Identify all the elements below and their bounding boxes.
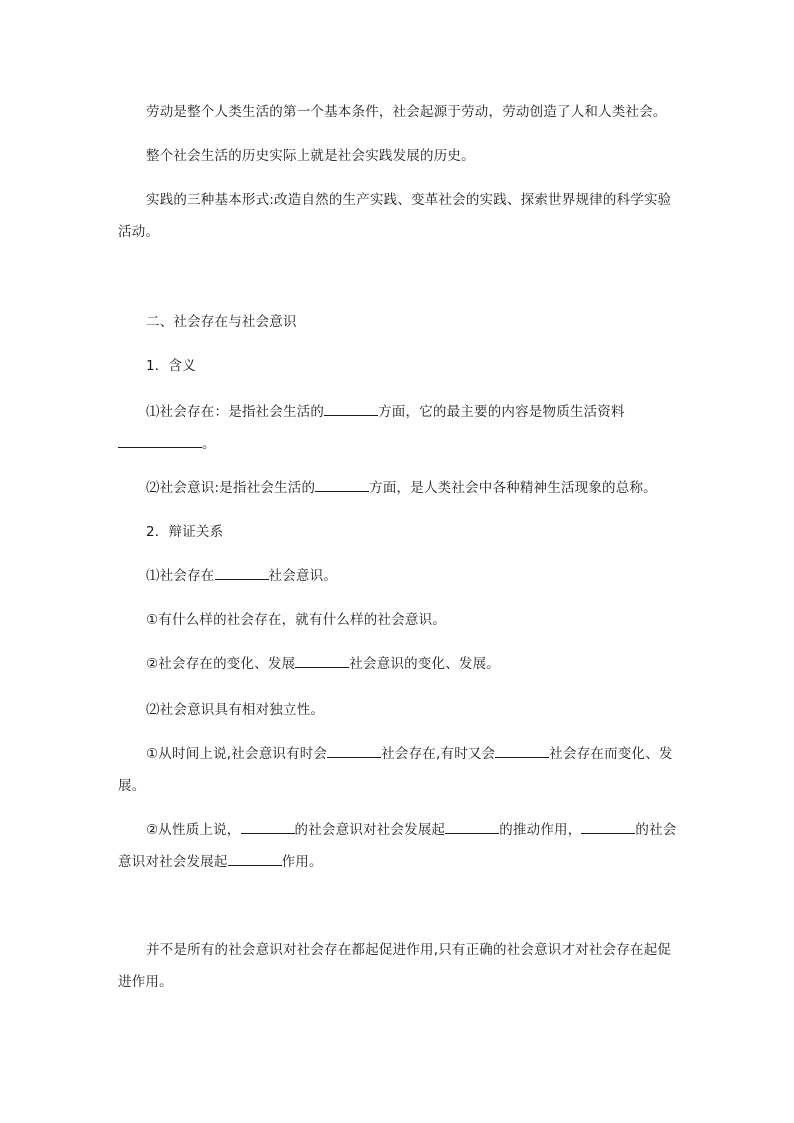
- relation-2-point-1: [118, 738, 678, 802]
- definition-social-existence: [118, 396, 678, 460]
- subheading-meaning: [118, 350, 678, 382]
- fill-blank-3[interactable]: [315, 477, 369, 492]
- relation-2: [118, 694, 678, 726]
- fill-blank-11[interactable]: [228, 851, 282, 866]
- relation-2-point-2-text-c: 的推动作用，: [499, 822, 582, 838]
- relation-2-point-2: [118, 814, 678, 878]
- fill-blank-9[interactable]: [445, 819, 499, 834]
- subheading-meaning-text: 1．含义: [146, 358, 196, 374]
- paragraph-labor-text: 劳动是整个人类生活的第一个基本条件，社会起源于劳动，劳动创造了人和人类社会。: [146, 104, 667, 120]
- fill-blank-6[interactable]: [327, 743, 381, 758]
- relation-1-point-1: [118, 604, 678, 636]
- fill-blank-7[interactable]: [495, 743, 549, 758]
- relation-2-point-1-text-c: 社会存在而变化、发展。: [118, 746, 673, 794]
- definition-social-existence-text-b: 方面，它的最主要的内容是物质生活资料: [378, 404, 625, 420]
- paragraph-practice-forms: [118, 184, 678, 248]
- relation-2-point-1-text-b: 社会存在,有时又会: [381, 746, 496, 762]
- relation-1-text-a: ⑴社会存在: [146, 568, 215, 584]
- relation-2-point-2-text-e: 作用。: [281, 854, 323, 870]
- fill-blank-1[interactable]: [324, 401, 378, 416]
- section-heading-2-text: 二、社会存在与社会意识: [146, 314, 297, 330]
- definition-social-existence-text-c: 。: [202, 436, 216, 452]
- note-paragraph: [118, 934, 678, 998]
- relation-2-point-1-text-a: ①从时间上说,社会意识有时会: [146, 746, 328, 762]
- fill-blank-4[interactable]: [215, 565, 269, 580]
- relation-2-point-2-text-b: 的社会意识对社会发展起: [294, 822, 446, 838]
- relation-1-point-2-text-a: ②社会存在的变化、发展: [146, 656, 296, 672]
- subheading-dialectical-text: 2．辩证关系: [146, 524, 224, 540]
- relation-2-point-2-text-a: ②从性质上说，: [146, 822, 241, 838]
- relation-2-point-2-text-d: 的社会意识对社会发展起: [118, 822, 677, 870]
- fill-blank-2[interactable]: [118, 433, 202, 448]
- fill-blank-5[interactable]: [295, 653, 349, 668]
- note-paragraph-text: 并不是所有的社会意识对社会存在都起促进作用,只有正确的社会意识才对社会存在起促进作用。: [118, 942, 672, 990]
- definition-social-consciousness-text-a: ⑵社会意识:是指社会生活的: [146, 480, 316, 496]
- subheading-dialectical: [118, 516, 678, 548]
- paragraph-labor: [118, 96, 678, 128]
- relation-1-point-2-text-b: 社会意识的变化、发展。: [349, 656, 501, 672]
- fill-blank-8[interactable]: [241, 819, 295, 834]
- paragraph-practice-forms-text: 实践的三种基本形式:改造自然的生产实践、变革社会的实践、探索世界规律的科学实验活动。: [118, 192, 672, 240]
- definition-social-consciousness-text-b: 方面，是人类社会中各种精神生活现象的总称。: [369, 480, 657, 496]
- relation-2-text: ⑵社会意识具有相对独立性。: [146, 702, 325, 718]
- fill-blank-10[interactable]: [581, 819, 635, 834]
- paragraph-history: [118, 140, 678, 172]
- relation-1: [118, 560, 678, 592]
- section-heading-2: [118, 306, 678, 338]
- paragraph-history-text: 整个社会生活的历史实际上就是社会实践发展的历史。: [146, 148, 475, 164]
- definition-social-existence-text-a: ⑴社会存在：是指社会生活的: [146, 404, 325, 420]
- relation-1-text-b: 社会意识。: [268, 568, 337, 584]
- definition-social-consciousness: [118, 472, 678, 504]
- relation-1-point-1-text: ①有什么样的社会存在，就有什么样的社会意识。: [146, 612, 447, 628]
- relation-1-point-2: [118, 648, 678, 680]
